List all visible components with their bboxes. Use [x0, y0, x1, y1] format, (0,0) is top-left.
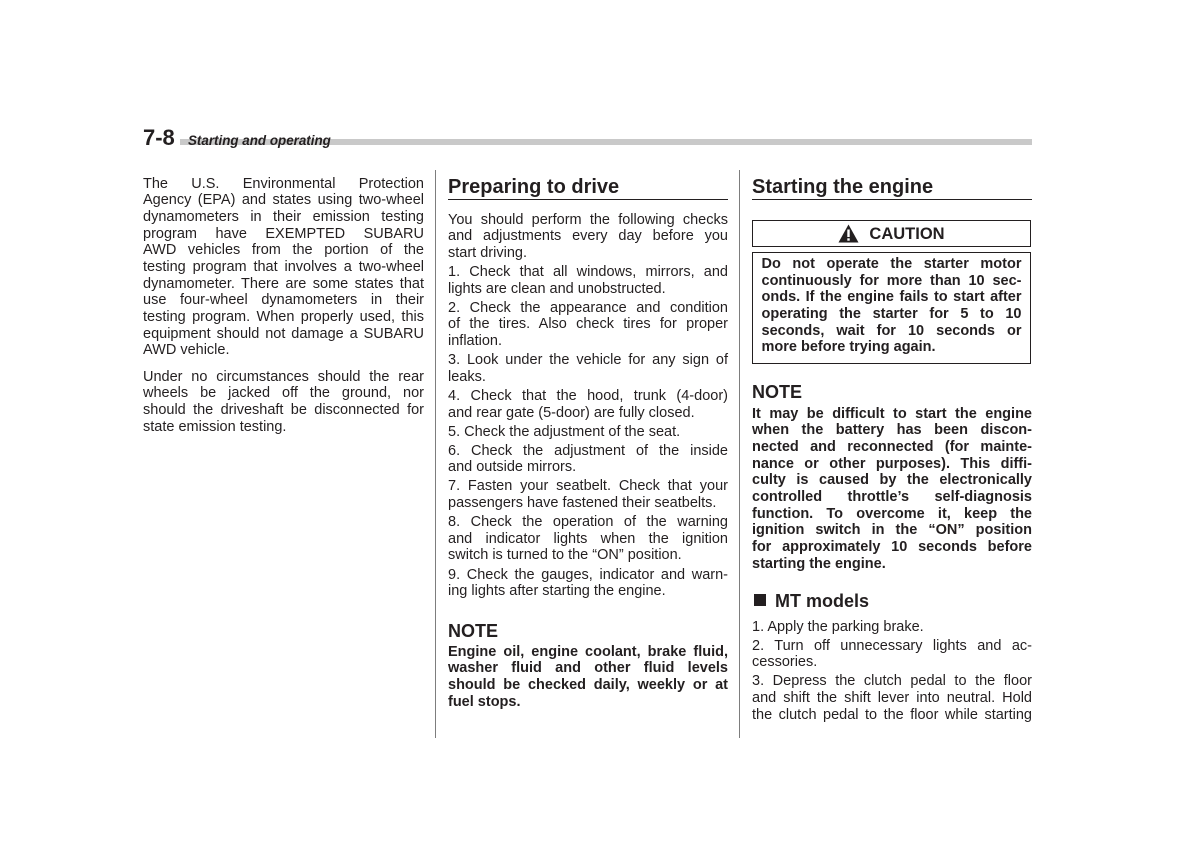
text-line: 8. Check the operation of the warning	[448, 514, 728, 531]
text-line: of the tires. Also check tires for proper	[448, 316, 728, 333]
text-line: when the battery has been discon-	[752, 422, 1032, 439]
caution-label: CAUTION	[869, 224, 945, 243]
text-line: ing lights after starting the engine.	[448, 583, 666, 600]
note-fluid-levels	[448, 644, 728, 711]
mt-step-2	[752, 638, 1032, 671]
mt-models-steps	[752, 619, 1032, 726]
text-line: AWD vehicles from the portion of the	[143, 242, 424, 259]
text-line: 9. Check the gauges, indicator and warn-	[448, 566, 728, 583]
text-line: dynamometer. There are some states that	[143, 275, 424, 292]
text-line: and outside mirrors.	[448, 459, 577, 476]
text-line: inflation.	[448, 333, 503, 350]
text-line: use four-wheel dynamometers in their	[143, 292, 424, 309]
text-line: Engine oil, engine coolant, brake fluid,	[448, 643, 728, 660]
column-1	[143, 176, 424, 359]
mt-models-heading	[754, 590, 869, 612]
warning-triangle-icon	[838, 224, 859, 243]
text-line: and adjustments every day before you	[448, 228, 728, 245]
check-item-9	[448, 567, 728, 600]
text-line: testing program that involves a two-wheel	[143, 258, 424, 275]
note-throttle-diagnosis	[752, 406, 1032, 573]
note-heading: NOTE	[752, 382, 803, 402]
text-line: nected and reconnected (for mainte-	[752, 438, 1032, 455]
check-item-8	[448, 514, 728, 564]
heading-starting-the-engine: Starting the engine	[752, 175, 1032, 200]
text-line: and shift the shift lever into neutral. Hold	[752, 690, 1032, 707]
text-line: should be checked daily, weekly or at	[448, 676, 728, 693]
text-line: and rear gate (5-door) are fully closed.	[448, 404, 695, 421]
text-line: testing program. When properly used, this	[143, 308, 424, 325]
text-line: operating the starter for 5 to 10	[761, 306, 1022, 323]
text-line: culty is caused by the electronically	[752, 472, 1032, 489]
text-line: 5. Check the adjustment of the seat.	[448, 423, 681, 440]
text-line: and indicator lights when the ignition	[448, 530, 728, 547]
check-item-2	[448, 300, 728, 350]
text-line: Do not operate the starter motor	[761, 256, 1022, 273]
text-line: Under no circumstances should the rear	[143, 368, 424, 385]
text-line: washer fluid and other fluid levels	[448, 660, 728, 677]
text-line: 6. Check the adjustment of the inside	[448, 442, 728, 459]
text-line: 2. Turn off unnecessary lights and ac-	[752, 637, 1032, 654]
text-line: onds. If the engine fails to start after	[761, 289, 1022, 306]
check-item-5	[448, 424, 728, 441]
text-line: state emission testing.	[143, 418, 287, 435]
section-title: Starting and operating	[188, 133, 331, 148]
mt-step-1	[752, 619, 1032, 636]
text-line: equipment should not damage a SUBARU	[143, 325, 424, 342]
text-line: switch is turned to the “ON” position.	[448, 547, 682, 564]
text-line: program have EXEMPTED SUBARU	[143, 225, 424, 242]
text-line: the clutch pedal to the floor while starting	[752, 706, 1032, 723]
mt-step-3	[752, 673, 1032, 723]
text-line: controlled throttle’s self-diagnosis	[752, 488, 1032, 505]
text-line: AWD vehicle.	[143, 342, 230, 359]
text-line: seconds, wait for 10 seconds or	[761, 322, 1022, 339]
text-line: passengers have fastened their seatbelts.	[448, 495, 717, 512]
text-line: ignition switch in the “ON” position	[752, 522, 1032, 539]
text-line: fuel stops.	[448, 693, 521, 710]
text-line: for approximately 10 seconds before	[752, 538, 1032, 555]
text-line: start driving.	[448, 244, 527, 261]
check-item-7	[448, 478, 728, 511]
text-line: lights are clean and unobstructed.	[448, 280, 666, 297]
text-line: starting the engine.	[752, 555, 886, 572]
text-line: The U.S. Environmental Protection	[143, 175, 424, 192]
check-item-6	[448, 443, 728, 476]
text-line: continuously for more than 10 sec-	[761, 272, 1022, 289]
paragraph-epa	[143, 176, 424, 359]
note-heading: NOTE	[448, 621, 499, 641]
text-line: 3. Depress the clutch pedal to the floor	[752, 673, 1032, 690]
caution-text-box	[752, 252, 1031, 364]
check-item-3	[448, 352, 728, 385]
text-line: function. To overcome it, keep the	[752, 505, 1032, 522]
text-line: leaks.	[448, 368, 486, 385]
text-line: dynamometers in their emission testing	[143, 208, 424, 225]
paragraph-rear-wheels	[143, 369, 424, 436]
text-line: 1. Check that all windows, mirrors, and	[448, 264, 728, 280]
text-line: 1. Apply the parking brake.	[752, 618, 924, 635]
mt-models-title: MT models	[775, 591, 870, 611]
text-line: should the driveshaft be disconnected for	[143, 401, 424, 418]
text-line: You should perform the following checks	[448, 211, 728, 228]
heading-preparing-to-drive: Preparing to drive	[448, 175, 728, 200]
text-line: 7. Fasten your seatbelt. Check that your	[448, 478, 728, 495]
check-item-1	[448, 264, 728, 297]
text-line: 4. Check that the hood, trunk (4-door)	[448, 387, 728, 404]
text-line: 3. Look under the vehicle for any sign of	[448, 352, 728, 369]
text-line: It may be difficult to start the engine	[752, 405, 1032, 422]
page-number: 7-8	[143, 125, 175, 150]
text-line: nance or other purposes). This diffi-	[752, 455, 1032, 472]
text-line: 2. Check the appearance and condition	[448, 299, 728, 316]
text-line: Agency (EPA) and states using two-wheel	[143, 192, 424, 209]
intro-paragraph	[448, 212, 728, 262]
column-2-body	[448, 212, 728, 603]
column-divider	[739, 170, 740, 738]
text-line: cessories.	[752, 654, 818, 671]
column-divider	[435, 170, 436, 738]
caution-header	[752, 220, 1031, 247]
text-line: more before trying again.	[761, 339, 936, 356]
square-bullet-icon	[754, 594, 766, 606]
text-line: wheels be jacked off the ground, nor	[143, 385, 424, 402]
check-item-4	[448, 388, 728, 421]
